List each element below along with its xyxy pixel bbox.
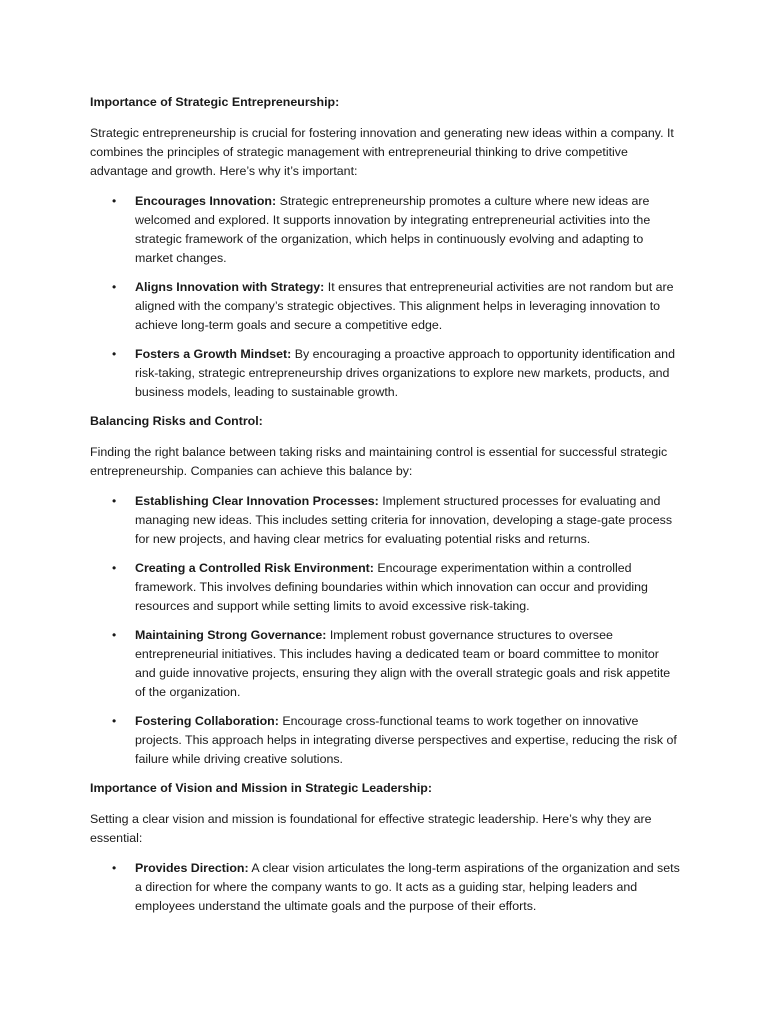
item-term: Fosters a Growth Mindset: <box>135 347 292 361</box>
item-term: Establishing Clear Innovation Processes: <box>135 494 379 508</box>
list-item <box>90 192 680 268</box>
section-heading-strategic-entrepreneurship: Importance of Strategic Entrepreneurship: <box>90 95 340 109</box>
item-text: Implement structured processes for evaluating and managing new ideas. This includes setting criteria for innovation, developing a stage-gate process for new projects, and having clear metrics for evaluating potential risks and returns. <box>135 494 673 546</box>
bullet-icon: • <box>112 714 117 728</box>
section-intro-strategic-entrepreneurship: Strategic entrepreneurship is crucial for fostering innovation and generating new ideas within a company. It combines the principles of strategic management with entrepreneurial thinking to drive competitive advantage and growth. Here’s why it’s important: <box>90 126 674 178</box>
item-term: Fostering Collaboration: <box>135 714 279 728</box>
item-text: Strategic entrepreneurship promotes a culture where new ideas are welcomed and explored. It supports innovation by integrating entrepreneurial activities into the strategic framework of the organization, which helps in continuously evolving and adapting to market changes. <box>135 194 651 265</box>
section-intro-vision-mission: Setting a clear vision and mission is foundational for effective strategic leadership. Here’s why they are essential: <box>90 812 652 845</box>
item-term: Encourages Innovation: <box>135 194 277 208</box>
bullet-icon: • <box>112 280 117 294</box>
item-term: Aligns Innovation with Strategy: <box>135 280 325 294</box>
item-term: Maintaining Strong Governance: <box>135 628 327 642</box>
list-item <box>90 559 680 616</box>
bullet-icon: • <box>112 347 117 361</box>
item-text: Encourage experimentation within a controlled framework. This involves defining boundaries within which innovation can occur and providing resources and support while setting limits to avoid excessive risk-taking. <box>135 561 648 613</box>
item-text: It ensures that entrepreneurial activities are not random but are aligned with the company’s strategic objectives. This alignment helps in leveraging innovation to achieve long-term goals and secure a competitive edge. <box>135 280 674 332</box>
list-item <box>90 859 680 916</box>
list-item <box>90 492 680 549</box>
item-text: Encourage cross-functional teams to work together on innovative projects. This approach helps in integrating diverse perspectives and expertise, reducing the risk of failure while driving creative solutions. <box>135 714 677 766</box>
item-term: Creating a Controlled Risk Environment: <box>135 561 374 575</box>
list-item <box>90 626 680 702</box>
bullet-icon: • <box>112 194 117 208</box>
bullet-list-strategic-entrepreneurship <box>90 192 680 402</box>
list-item <box>90 278 680 335</box>
bullet-icon: • <box>112 494 117 508</box>
bullet-icon: • <box>112 861 117 875</box>
item-text: A clear vision articulates the long-term aspirations of the organization and sets a direction for where the company wants to go. It acts as a guiding star, helping leaders and employees understand the ultimate goals and the purpose of their efforts. <box>135 861 680 913</box>
bullet-icon: • <box>112 561 117 575</box>
bullet-list-balancing-risks <box>90 492 680 769</box>
item-text: By encouraging a proactive approach to opportunity identification and risk-taking, strategic entrepreneurship drives organizations to explore new markets, products, and business models, leading to sustainable growth. <box>135 347 675 399</box>
section-intro-balancing-risks: Finding the right balance between taking risks and maintaining control is essential for successful strategic entrepreneurship. Companies can achieve this balance by: <box>90 445 668 478</box>
section-heading-vision-mission: Importance of Vision and Mission in Strategic Leadership: <box>90 781 432 795</box>
section-heading-balancing-risks: Balancing Risks and Control: <box>90 414 263 428</box>
bullet-list-vision-mission <box>90 859 680 916</box>
item-text: Implement robust governance structures to oversee entrepreneurial initiatives. This includes having a dedicated team or board committee to monitor and guide innovative projects, ensuring they align with the overall strategic goals and risk appetite of the organization. <box>135 628 671 699</box>
item-term: Provides Direction: <box>135 861 249 875</box>
bullet-icon: • <box>112 628 117 642</box>
list-item <box>90 712 680 769</box>
list-item <box>90 345 680 402</box>
